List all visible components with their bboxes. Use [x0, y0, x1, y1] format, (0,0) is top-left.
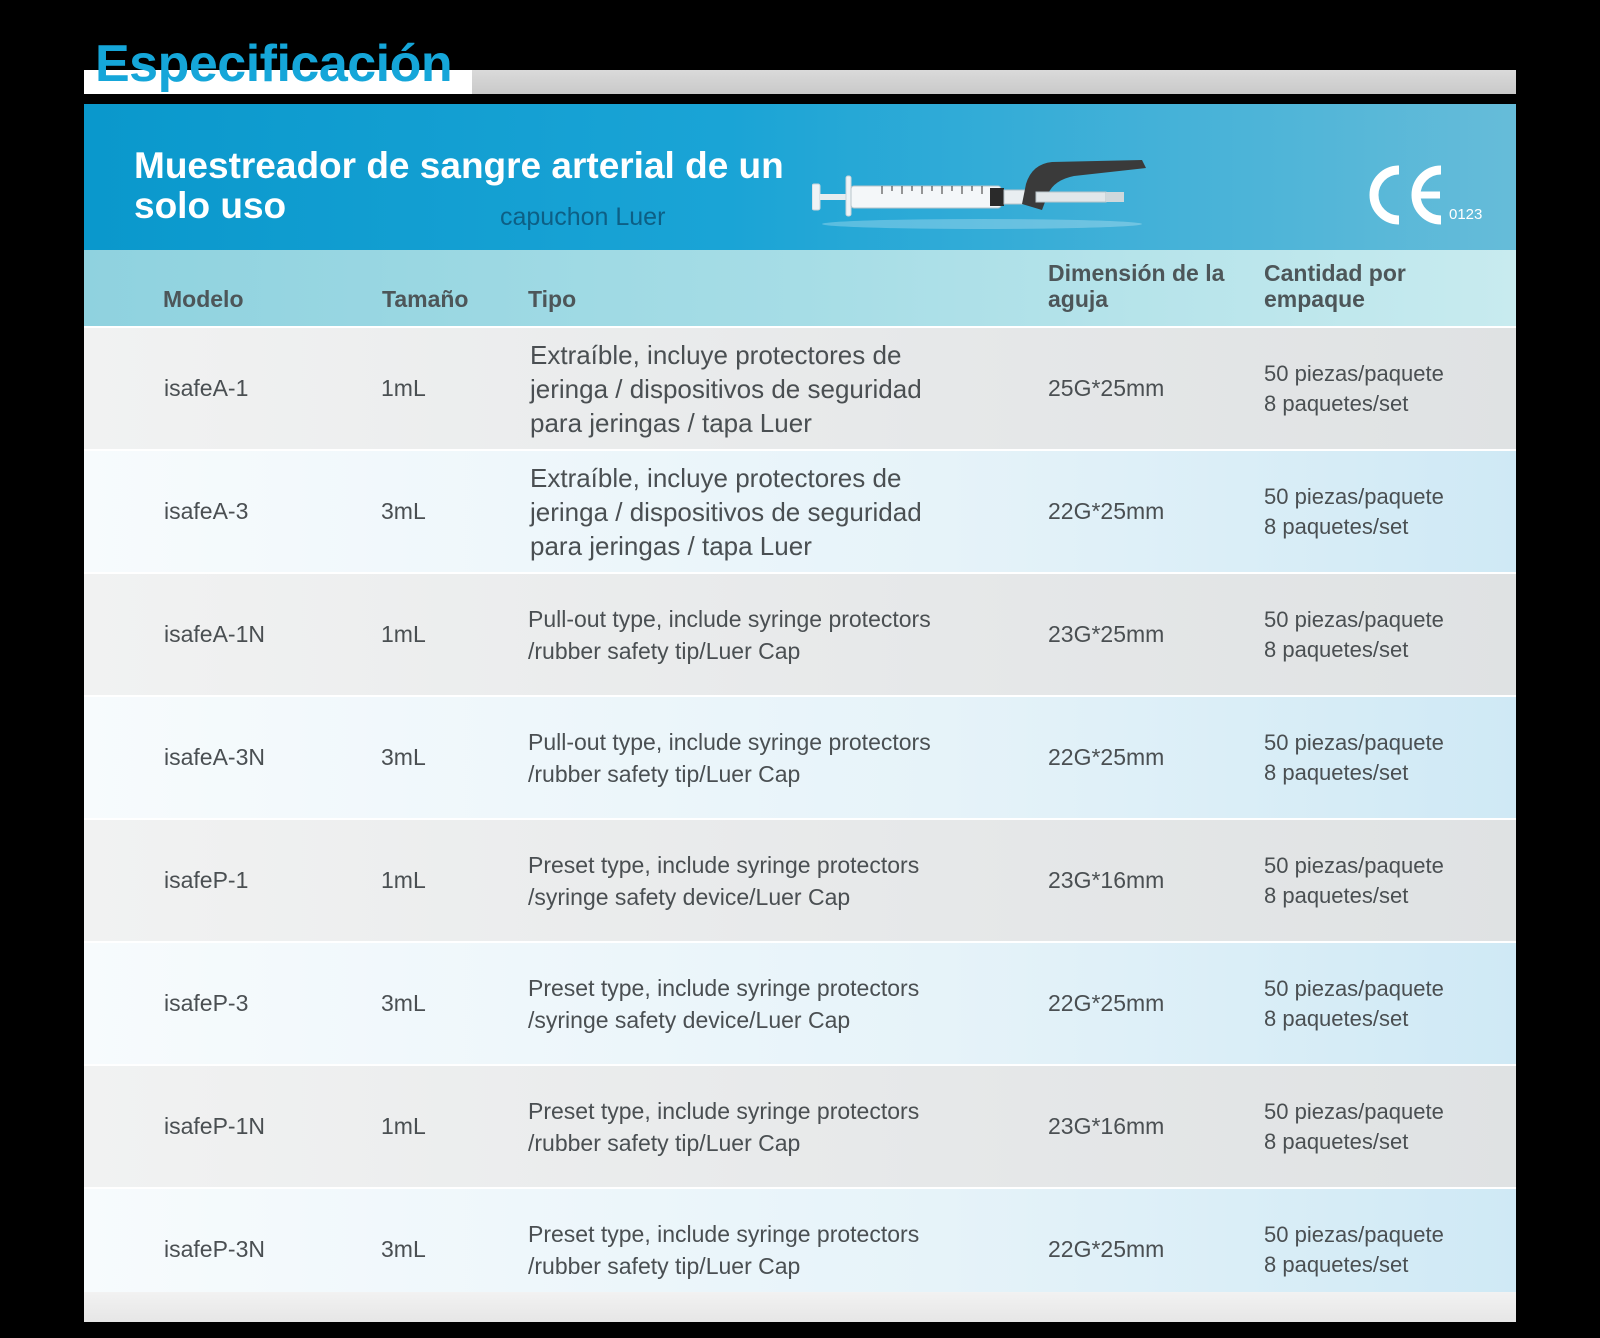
header-needle: Dimensión de la aguja	[1048, 260, 1225, 312]
page-title: Especificación	[95, 35, 453, 93]
cell-model: isafeA-1N	[164, 621, 265, 647]
cell-type: Preset type, include syringe protectors /syringe safety device/Luer Cap	[528, 851, 920, 910]
table-row	[84, 818, 1516, 941]
cell-size: 1mL	[381, 621, 426, 647]
cell-type: Extraíble, incluye protectores de jeringa / dispositivos de seguridad para jeringas / tapa Luer	[530, 339, 922, 438]
qty-pieces: 50 piezas/paquete	[1264, 360, 1444, 386]
cell-quantity	[1264, 328, 1444, 449]
table-row	[84, 695, 1516, 818]
header-size: Tamaño	[382, 286, 469, 312]
cell-model: isafeP-1	[164, 867, 249, 893]
qty-packs: 8 paquetes/set	[1264, 1005, 1409, 1031]
ce-mark-icon	[1368, 164, 1448, 226]
qty-pieces: 50 piezas/paquete	[1264, 606, 1444, 632]
cell-size: 3mL	[381, 990, 426, 1016]
header-quantity: Cantidad por empaque	[1264, 260, 1406, 312]
qty-packs: 8 paquetes/set	[1264, 390, 1409, 416]
product-banner	[84, 104, 1516, 250]
cell-needle: 23G*16mm	[1048, 1113, 1165, 1139]
cell-model: isafeA-3N	[164, 744, 265, 770]
cell-size: 1mL	[381, 375, 426, 401]
qty-packs: 8 paquetes/set	[1264, 759, 1409, 785]
table-row	[84, 941, 1516, 1064]
qty-packs: 8 paquetes/set	[1264, 1251, 1409, 1277]
cell-needle: 22G*25mm	[1048, 744, 1165, 770]
cell-quantity	[1264, 943, 1444, 1064]
cell-type: Preset type, include syringe protectors /rubber safety tip/Luer Cap	[528, 1220, 920, 1279]
cell-type: Extraíble, incluye protectores de jeringa / dispositivos de seguridad para jeringas / tapa Luer	[530, 462, 922, 561]
product-variant: capuchon Luer	[500, 203, 666, 231]
qty-packs: 8 paquetes/set	[1264, 882, 1409, 908]
cell-needle: 23G*25mm	[1048, 621, 1165, 647]
qty-packs: 8 paquetes/set	[1264, 636, 1409, 662]
cell-size: 3mL	[381, 744, 426, 770]
cell-type: Pull-out type, include syringe protectors /rubber safety tip/Luer Cap	[528, 728, 931, 787]
table-row	[84, 572, 1516, 695]
cell-needle: 22G*25mm	[1048, 498, 1165, 524]
cell-quantity	[1264, 820, 1444, 941]
cell-model: isafeP-1N	[164, 1113, 265, 1139]
product-name: Muestreador de sangre arterial de un solo uso	[134, 145, 784, 226]
cell-model: isafeA-1	[164, 375, 249, 401]
cell-needle: 22G*25mm	[1048, 1236, 1165, 1262]
cell-model: isafeP-3	[164, 990, 249, 1016]
certification-code: 0123	[1449, 206, 1483, 223]
cell-size: 1mL	[381, 1113, 426, 1139]
table-row	[84, 1064, 1516, 1187]
qty-packs: 8 paquetes/set	[1264, 1128, 1409, 1154]
syringe-icon	[812, 154, 1152, 234]
cell-needle: 22G*25mm	[1048, 990, 1165, 1016]
qty-pieces: 50 piezas/paquete	[1264, 483, 1444, 509]
cell-needle: 23G*16mm	[1048, 867, 1165, 893]
cell-size: 3mL	[381, 498, 426, 524]
table-body	[84, 326, 1516, 1310]
qty-pieces: 50 piezas/paquete	[1264, 1098, 1444, 1124]
specification-card	[84, 104, 1516, 1322]
header-model: Modelo	[163, 286, 244, 312]
cell-quantity	[1264, 697, 1444, 818]
cell-needle: 25G*25mm	[1048, 375, 1165, 401]
qty-pieces: 50 piezas/paquete	[1264, 1221, 1444, 1247]
qty-pieces: 50 piezas/paquete	[1264, 852, 1444, 878]
cell-quantity	[1264, 451, 1444, 572]
cell-size: 1mL	[381, 867, 426, 893]
cell-model: isafeP-3N	[164, 1236, 265, 1262]
cell-type: Preset type, include syringe protectors /syringe safety device/Luer Cap	[528, 974, 920, 1033]
cell-type: Pull-out type, include syringe protectors /rubber safety tip/Luer Cap	[528, 605, 931, 664]
cell-model: isafeA-3	[164, 498, 249, 524]
table-footer-strip	[84, 1292, 1516, 1322]
qty-pieces: 50 piezas/paquete	[1264, 975, 1444, 1001]
cell-quantity	[1264, 1066, 1444, 1187]
cell-quantity	[1264, 574, 1444, 695]
table-row	[84, 449, 1516, 572]
qty-pieces: 50 piezas/paquete	[1264, 729, 1444, 755]
cell-size: 3mL	[381, 1236, 426, 1262]
table-row	[84, 326, 1516, 449]
header-type: Tipo	[528, 286, 577, 312]
cell-type: Preset type, include syringe protectors /rubber safety tip/Luer Cap	[528, 1097, 920, 1156]
qty-packs: 8 paquetes/set	[1264, 513, 1409, 539]
table-header	[84, 250, 1516, 326]
